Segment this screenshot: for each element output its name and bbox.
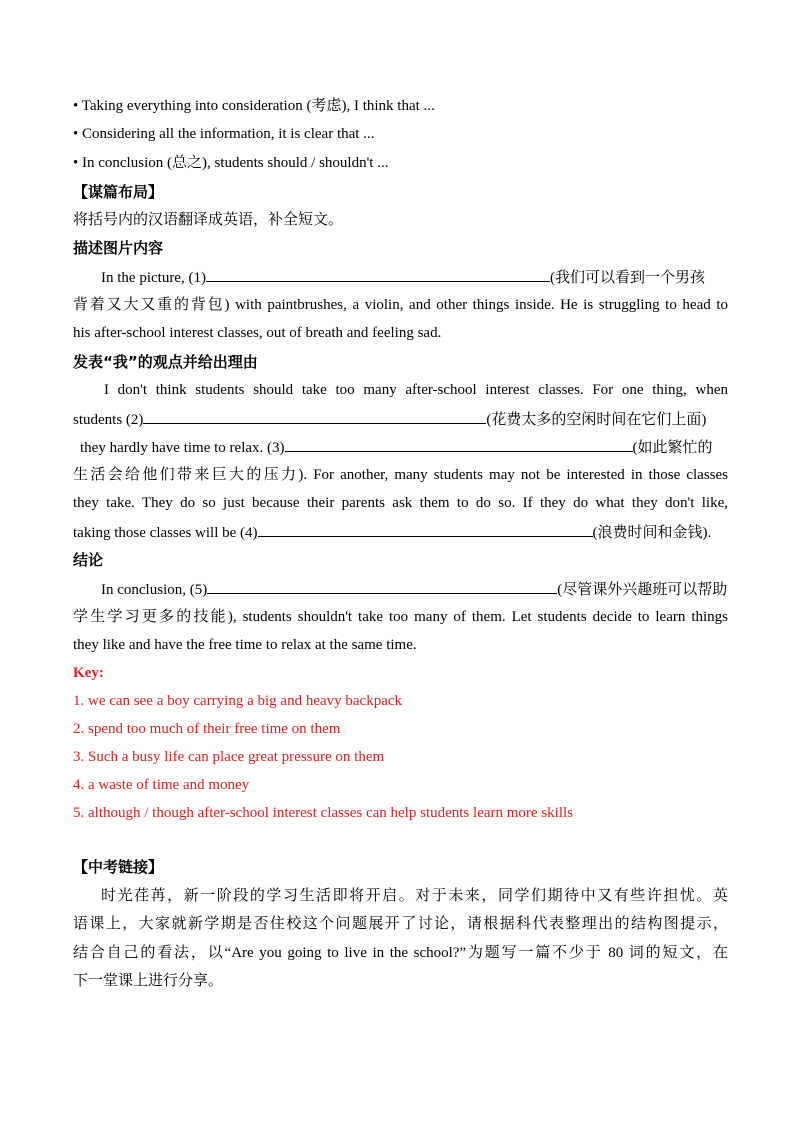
key-item-3: 3. Such a busy life can place great pressure on them (73, 749, 385, 765)
blank-1[interactable] (206, 266, 550, 282)
p1-hint: (我们可以看到一个男孩 (549, 270, 705, 286)
p3-line-1 (101, 578, 728, 600)
blank-5[interactable] (207, 578, 557, 594)
key-item-4: 4. a waste of time and money (73, 777, 250, 793)
p2-line6-hint: (浪费时间和金钱). (592, 525, 712, 541)
p2-line-2 (73, 408, 728, 430)
phrase-line-1: • Taking everything into consideration (考虑), I think that ... (73, 98, 435, 114)
blank-4[interactable] (258, 521, 593, 537)
p3-hint: (尽管课外兴趣班可以帮助 (557, 582, 728, 598)
exam-line-4: 下一堂课上进行分享。 (73, 973, 224, 989)
phrase-line-2: • Considering all the information, it is clear that ... (73, 126, 375, 142)
exam-line-2: 语课上，大家就新学期是否住校这个问题展开了讨论，请根据科代表整理出的结构图提示， (73, 916, 728, 932)
key-item-2: 2. spend too much of their free time on them (73, 721, 341, 737)
section-heading-opinion: 发表“我”的观点并给出理由 (73, 353, 258, 371)
p2-line2-prefix: students (2) (73, 412, 144, 428)
exam-link-heading: 【中考链接】 (73, 858, 164, 876)
p3-prefix: In conclusion, (5) (101, 582, 208, 598)
p1-line-1 (101, 266, 728, 288)
layout-heading: 【谋篇布局】 (73, 183, 164, 201)
p2-line3-prefix: they hardly have time to relax. (3) (80, 440, 285, 456)
p1-line-2: 背着又大又重的背包) with paintbrushes, a violin, and other things inside. He is struggling to head to (73, 297, 728, 313)
exam-line-3: 结合自己的看法，以“Are you going to live in the school?”为题写一篇不少于 80 词的短文，在 (73, 945, 728, 961)
section-heading-conclusion: 结论 (73, 551, 104, 569)
exam-line-1: 时光荏苒，新一阶段的学习生活即将开启。对于未来，同学们期待中又有些许担忧。英 (101, 888, 728, 904)
instruction-text: 将括号内的汉语翻译成英语，补全短文。 (73, 212, 344, 228)
p2-line-4: 生活会给他们带来巨大的压力). For another, many students may not be interested in those classes (73, 467, 728, 483)
p2-line2-hint: (花费太多的空闲时间在它们上面) (486, 412, 707, 428)
p3-line-3: they like and have the free time to relax at the same time. (73, 637, 417, 653)
p2-line-3 (80, 436, 735, 458)
blank-2[interactable] (143, 408, 486, 424)
key-item-5: 5. although / though after-school interest classes can help students learn more skills (73, 805, 573, 821)
p2-line-5: they take. They do so just because their parents ask them to do so. If they do what they don't like, (73, 495, 728, 511)
p2-line-6 (73, 521, 728, 543)
p1-line-3: his after-school interest classes, out of breath and feeling sad. (73, 325, 442, 341)
p3-line-2: 学生学习更多的技能), students shouldn't take too many of them. Let students decide to learn things (73, 609, 728, 625)
blank-3[interactable] (285, 436, 633, 452)
p2-line3-hint: (如此繁忙的 (632, 440, 713, 456)
phrase-line-3: • In conclusion (总之), students should / shouldn't ... (73, 155, 389, 171)
p1-prefix: In the picture, (1) (101, 270, 206, 286)
p2-line6-prefix: taking those classes will be (4) (73, 525, 258, 541)
key-label: Key: (73, 665, 104, 681)
p2-line-1: I don't think students should take too many after-school interest classes. For one thing, when (104, 382, 728, 398)
key-item-1: 1. we can see a boy carrying a big and heavy backpack (73, 693, 403, 709)
section-heading-describe: 描述图片内容 (73, 239, 164, 257)
